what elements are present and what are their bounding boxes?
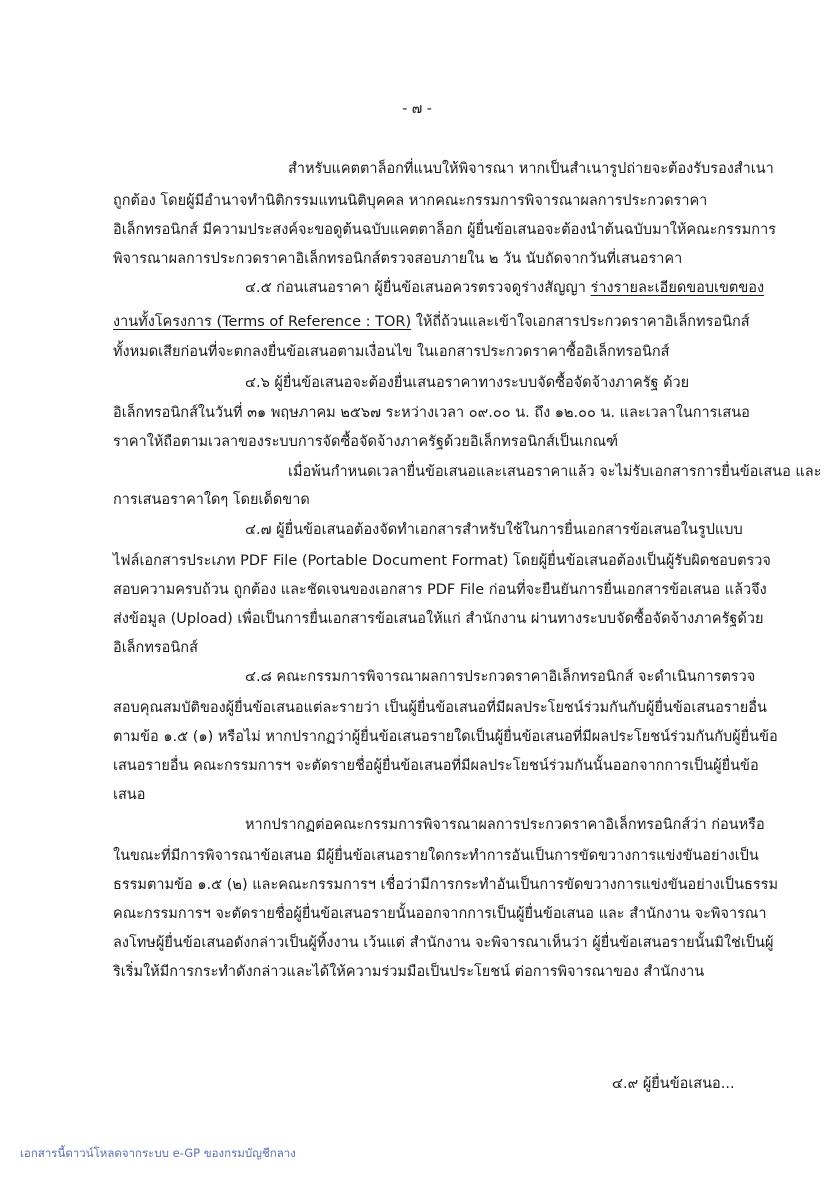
paragraph-line: สำหรับแคตตาล็อกที่แนบให้พิจารณา หากเป็นสำเนารูปถ่ายจะต้องรับรองสำเนา (288, 161, 774, 177)
section-4-5-line (245, 278, 764, 298)
paragraph-line: พิจารณาผลการประกวดราคาอิเล็กทรอนิกส์ตรวจสอบภายใน ๒ วัน นับถัดจากวันที่เสนอราคา (113, 251, 683, 267)
paragraph-line: ธรรมตามข้อ ๑.๕ (๒) และคณะกรรมการฯ เชื่อว่ามีการกระทำอันเป็นการขัดขวางการแข่งขันอย่างเป็นธรรม (113, 877, 779, 893)
paragraph-line: ราคาให้ถือตามเวลาของระบบการจัดซื้อจัดจ้างภาครัฐด้วยอิเล็กทรอนิกส์เป็นเกณฑ์ (113, 434, 619, 450)
paragraph-line: อิเล็กทรอนิกส์ มีความประสงค์จะขอดูต้นฉบับแคตตาล็อก ผู้ยื่นข้อเสนอจะต้องนำต้นฉบับมาให้คณะกรรมการ (113, 222, 776, 238)
continuation-text: ๔.๙ ผู้ยื่นข้อเสนอ... (612, 1076, 735, 1092)
paragraph-line: ไฟล์เอกสารประเภท PDF File (Portable Document Format) โดยผู้ยื่นข้อเสนอต้องเป็นผู้รับผิดชอบตรวจ (113, 553, 771, 569)
paragraph-line: สอบความครบถ้วน ถูกต้อง และชัดเจนของเอกสาร PDF File ก่อนที่จะยืนยันการยื่นเอกสารข้อเสนอ แล้วจึง (113, 582, 767, 598)
paragraph-line (113, 312, 750, 332)
section-4-8-line: ๔.๘ คณะกรรมการพิจารณาผลการประกวดราคาอิเล็กทรอนิกส์ จะดำเนินการตรวจ (245, 669, 756, 685)
tor-underlined-text: งานทั้งโครงการ (Terms of Reference : TOR) (113, 314, 412, 330)
paragraph-line: สอบคุณสมบัติของผู้ยื่นข้อเสนอแต่ละรายว่า เป็นผู้ยื่นข้อเสนอที่มีผลประโยชน์ร่วมกันกับผู้ยื่นข้อเสนอรายอื่น (113, 700, 767, 716)
section-4-7-line: ๔.๗ ผู้ยื่นข้อเสนอต้องจัดทำเอกสารสำหรับใช้ในการยื่นเอกสารข้อเสนอในรูปแบบ (245, 522, 743, 538)
tor-underlined-text: ร่างรายละเอียดขอบเขตของ (590, 280, 765, 296)
paragraph-line: ทั้งหมดเสียก่อนที่จะตกลงยื่นข้อเสนอตามเงื่อนไข ในเอกสารประกวดราคาซื้ออิเล็กทรอนิกส์ (113, 344, 670, 360)
paragraph-line: ส่งข้อมูล (Upload) เพื่อเป็นการยื่นเอกสารข้อเสนอให้แก่ สำนักงาน ผ่านทางระบบจัดซื้อจัดจ้างภาครัฐด้วย (113, 611, 764, 627)
paragraph-line: ริเริ่มให้มีการกระทำดังกล่าวและได้ให้ความร่วมมือเป็นประโยชน์ ต่อการพิจารณาของ สำนักงาน (113, 964, 705, 980)
paragraph-line: เมื่อพ้นกำหนดเวลายื่นข้อเสนอและเสนอราคาแล้ว จะไม่รับเอกสารการยื่นข้อเสนอ และ (288, 464, 822, 480)
paragraph-text: ให้ถี่ถ้วนและเข้าใจเอกสารประกวดราคาอิเล็กทรอนิกส์ (411, 314, 750, 330)
paragraph-line: ในขณะที่มีการพิจารณาข้อเสนอ มีผู้ยื่นข้อเสนอรายใดกระทำการอันเป็นการขัดขวางการแข่งขันอย่างเป็น (113, 848, 759, 864)
section-4-5-text: ๔.๕ ก่อนเสนอราคา ผู้ยื่นข้อเสนอควรตรวจดูร่างสัญญา (245, 280, 591, 296)
paragraph-line: อิเล็กทรอนิกส์ (113, 640, 198, 656)
paragraph-line: ถูกต้อง โดยผู้มีอำนาจทำนิติกรรมแทนนิติบุคคล หากคณะกรรมการพิจารณาผลการประกวดราคา (113, 193, 708, 209)
paragraph-line: การเสนอราคาใดๆ โดยเด็ดขาด (113, 492, 310, 508)
footer-watermark: เอกสารนี้ดาวน์โหลดจากระบบ e-GP ของกรมบัญชีกลาง (20, 1146, 296, 1160)
paragraph-line: คณะกรรมการฯ จะตัดรายชื่อผู้ยื่นข้อเสนอรายนั้นออกจากการเป็นผู้ยื่นข้อเสนอ และ สำนักงาน จะพิจารณา (113, 906, 767, 922)
paragraph-line: ลงโทษผู้ยื่นข้อเสนอดังกล่าวเป็นผู้ทิ้งงาน เว้นแต่ สำนักงาน จะพิจารณาเห็นว่า ผู้ยื่นข้อเสนอรายนั้นมิใช่เป็นผู้ (113, 935, 774, 951)
page-number: - ๗ - (402, 101, 432, 117)
paragraph-line: เสนอ (113, 787, 146, 803)
paragraph-line: หากปรากฏต่อคณะกรรมการพิจารณาผลการประกวดราคาอิเล็กทรอนิกส์ว่า ก่อนหรือ (245, 817, 765, 833)
paragraph-line: ตามข้อ ๑.๕ (๑) หรือไม่ หากปรากฏว่าผู้ยื่นข้อเสนอรายใดเป็นผู้ยื่นข้อเสนอที่มีผลประโยชน์ร่วมกันกับผู้ยื่นข้อ (113, 729, 778, 745)
section-4-6-line: ๔.๖ ผู้ยื่นข้อเสนอจะต้องยื่นเสนอราคาทางระบบจัดซื้อจัดจ้างภาครัฐ ด้วย (245, 375, 690, 391)
paragraph-line: อิเล็กทรอนิกส์ในวันที่ ๓๑ พฤษภาคม ๒๕๖๗ ระหว่างเวลา ๐๙.๐๐ น. ถึง ๑๒.๐๐ น. และเวลาในการเสนอ (113, 405, 750, 421)
paragraph-line: เสนอรายอื่น คณะกรรมการฯ จะตัดรายชื่อผู้ยื่นข้อเสนอที่มีผลประโยชน์ร่วมกันนั้นออกจากการเป็นผู้ยื่นข้อ (113, 758, 759, 774)
